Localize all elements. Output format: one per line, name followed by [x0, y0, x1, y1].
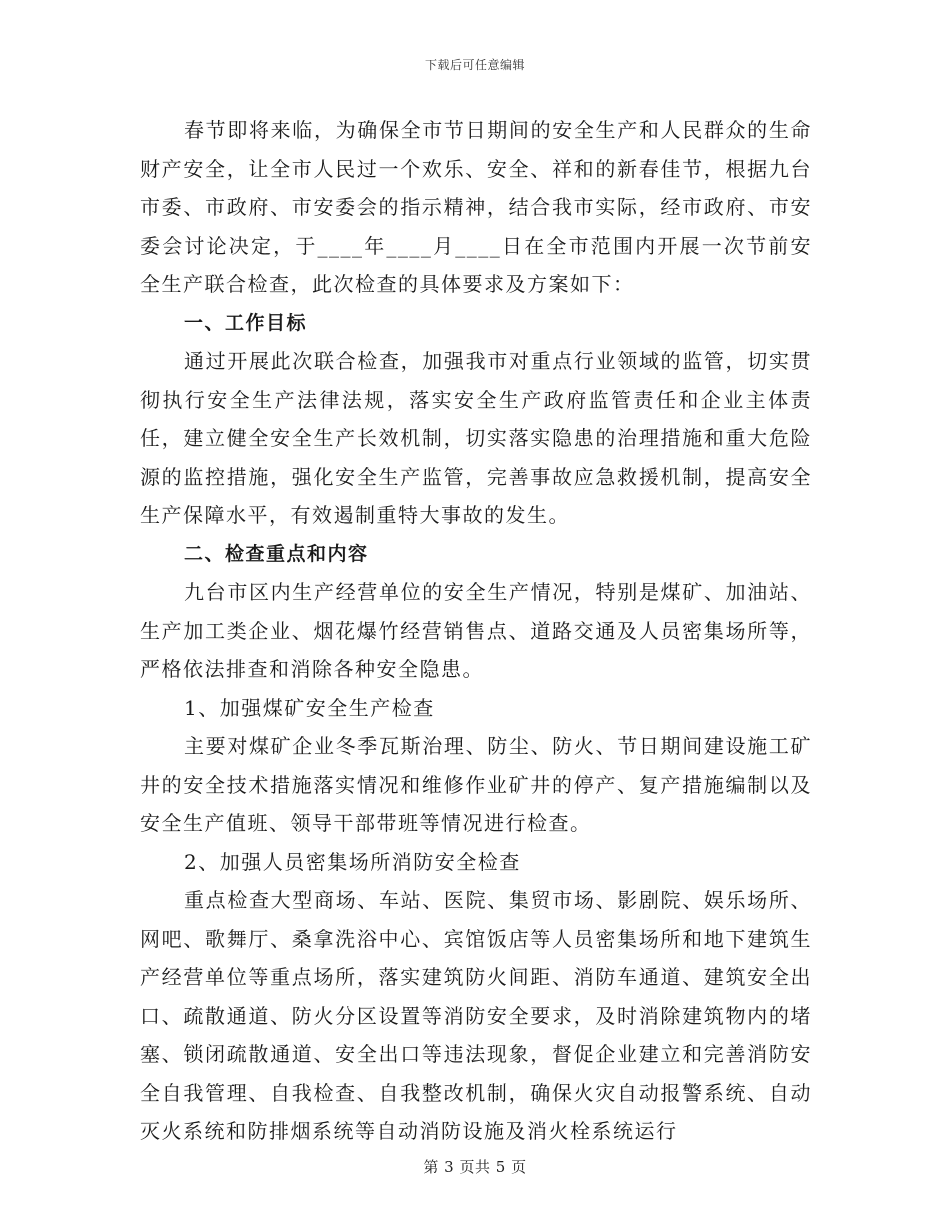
document-body [140, 111, 812, 1151]
inspection-focus-paragraph: 九台市区内生产经营单位的安全生产情况，特别是煤矿、加油站、生产加工类企业、烟花爆竹经营销售点、道路交通及人员密集场所等，严格依法排查和消除各种安全隐患。 [140, 580, 812, 681]
subheading-coal-mine: 1、加强煤矿安全生产检查 [184, 695, 435, 720]
section-heading-inspection-focus: 二、检查重点和内容 [184, 542, 369, 565]
coal-mine-paragraph: 主要对煤矿企业冬季瓦斯治理、防尘、防火、节日期间建设施工矿井的安全技术措施落实情况和维修作业矿井的停产、复产措施编制以及安全生产值班、领导干部带班等情况进行检查。 [140, 734, 812, 835]
fire-safety-paragraph: 重点检查大型商场、车站、医院、集贸市场、影剧院、娱乐场所、网吧、歌舞厅、桑拿洗浴中心、宾馆饭店等人员密集场所和地下建筑生产经营单位等重点场所，落实建筑防火间距、消防车通道、建筑安全出口、疏散通道、防火分区设置等消防安全要求，及时消除建筑物内的堵塞、锁闭疏散通道、安全出口等违法现象，督促企业建立和完善消防安全自我管理、自我检查、自我整改机制，确保火灾自动报警系统、自动灭火系统和防排烟系统等自动消防设施及消火栓系统运行 [140, 888, 812, 1143]
subheading-fire-safety: 2、加强人员密集场所消防安全检查 [184, 849, 521, 874]
intro-paragraph: 春节即将来临，为确保全市节日期间的安全生产和人民群众的生命财产安全，让全市人民过一个欢乐、安全、祥和的新春佳节，根据九台市委、市政府、市安委会的指示精神，结合我市实际，经市政府、市安委会讨论决定，于____年____月____日在全市范围内开展一次节前安全生产联合检查，此次检查的具体要求及方案如下： [140, 118, 812, 296]
work-goals-paragraph: 通过开展此次联合检查，加强我市对重点行业领域的监管，切实贯彻执行安全生产法律法规，落实安全生产政府监管责任和企业主体责任，建立健全安全生产长效机制，切实落实隐患的治理措施和重大危险源的监控措施，强化安全生产监管，完善事故应急救援机制，提高安全生产保障水平，有效遏制重特大事故的发生。 [140, 349, 812, 527]
section-heading-work-goals: 一、工作目标 [184, 311, 308, 334]
page-number: 第 3 页共 5 页 [423, 1158, 527, 1176]
page-header: 下载后可任意编辑 [424, 58, 525, 72]
